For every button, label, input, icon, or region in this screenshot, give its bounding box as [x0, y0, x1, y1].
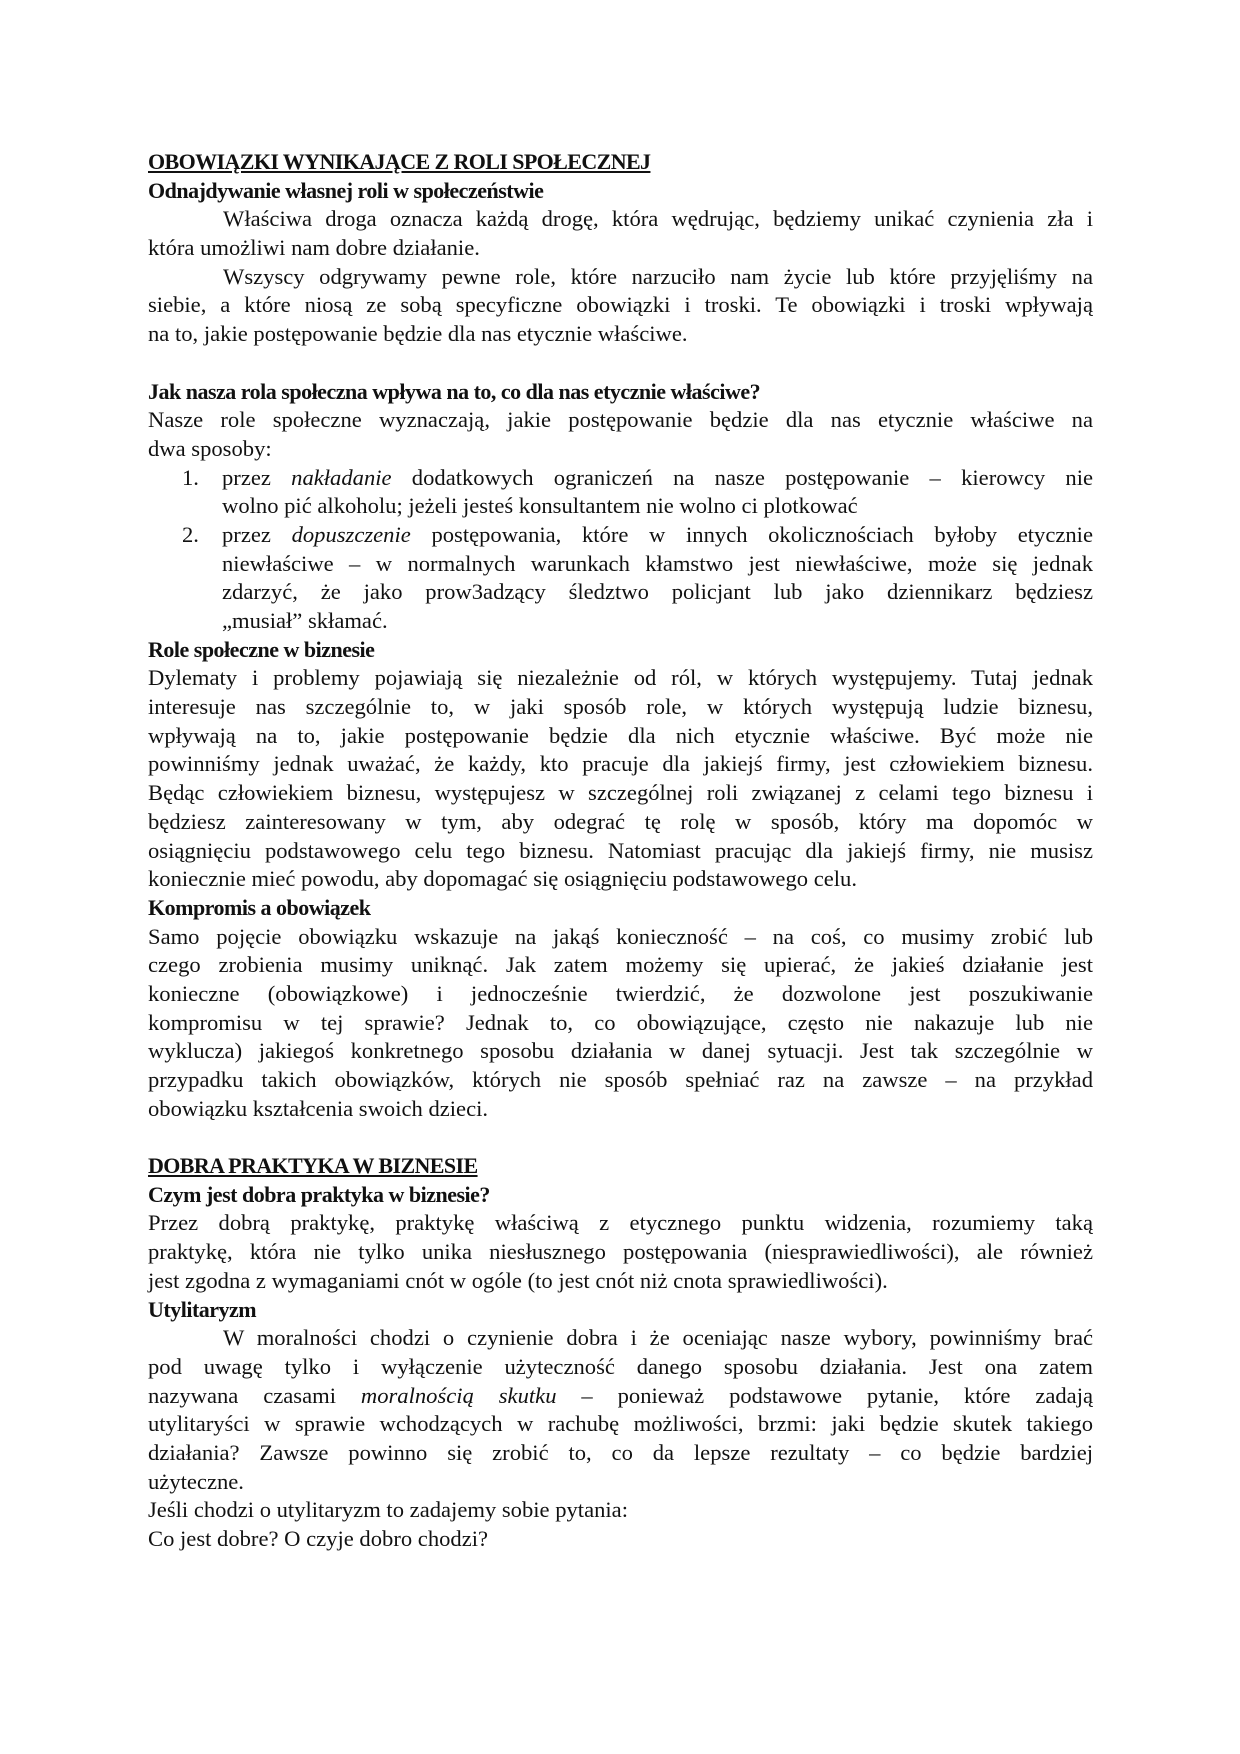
paragraph-line: Wszyscy odgrywamy pewne role, które narzuciło nam życie lub które przyjęliśmy na	[223, 263, 1093, 289]
paragraph-line: praktykę, która nie tylko unika niesłusznego postępowania (niesprawiedliwości), ale również	[148, 1239, 1093, 1265]
paragraph-line: na to, jakie postępowanie będzie dla nas etycznie właściwe.	[148, 321, 688, 347]
paragraph-line: powinniśmy jednak uważać, że każdy, kto pracuje dla jakiejś firmy, jest człowiekiem biznesu.	[148, 751, 1093, 777]
paragraph-line: wyklucza) jakiegoś konkretnego sposobu działania w danej sytuacji. Jest tak szczególnie w	[148, 1038, 1093, 1064]
questions-intro: Jeśli chodzi o utylitaryzm to zadajemy sobie pytania:	[148, 1497, 628, 1523]
paragraph-line: będziesz zainteresowany w tym, aby odegrać tę rolę w sposób, który ma dopomóc w	[148, 808, 1093, 834]
paragraph-line: W moralności chodzi o czynienie dobra i że oceniając nasze wybory, powinniśmy brać	[223, 1325, 1093, 1351]
paragraph-line: Przez dobrą praktykę, praktykę właściwą z etycznego punktu widzenia, rozumiemy taką	[148, 1210, 1093, 1236]
paragraph-line: koniecznie mieć powodu, aby dopomagać się osiągnięciu podstawowego celu.	[148, 866, 857, 892]
subsection-heading: Utylitaryzm	[148, 1296, 257, 1322]
list-text: dodatkowych ograniczeń na nasze postępowanie – kierowcy nie	[391, 464, 1093, 490]
paragraph-line: osiągnięciu podstawowego celu tego biznesu. Natomiast pracując dla jakiejś firmy, nie musisz	[148, 837, 1093, 863]
paragraph-line: która umożliwi nam dobre działanie.	[148, 235, 480, 261]
paragraph-line: utylitaryści w sprawie wchodzących w rachubę możliwości, brzmi: jaki będzie skutek takiego	[148, 1411, 1093, 1437]
paragraph-line: wpływają na to, jakie postępowanie będzie dla nich etycznie właściwe. Być może nie	[148, 722, 1093, 748]
list-item-continuation: niewłaściwe – w normalnych warunkach kłamstwo jest niewłaściwe, może się jednak	[222, 550, 1093, 576]
paragraph-line: pod uwagę tylko i wyłączenie użyteczność danego sposobu działania. Jest ona zatem	[148, 1353, 1093, 1379]
subsection-heading: Jak nasza rola społeczna wpływa na to, co dla nas etycznie właściwe?	[148, 378, 761, 404]
subsection-heading: Kompromis a obowiązek	[148, 894, 371, 920]
list-item-continuation: wolno pić alkoholu; jeżeli jesteś konsultantem nie wolno ci plotkować	[222, 493, 858, 519]
paragraph-line: konieczne (obowiązkowe) i jednocześnie twierdzić, że dozwolone jest poszukiwanie	[148, 980, 1093, 1006]
list-text: przez	[222, 521, 292, 547]
questions: Co jest dobre? O czyje dobro chodzi?	[148, 1526, 489, 1551]
paragraph-line: Będąc człowiekiem biznesu, występujesz w szczególnej roli związanej z celami tego biznesu i	[148, 780, 1093, 806]
paragraph-line: Samo pojęcie obowiązku wskazuje na jakąś konieczność – na coś, co musimy zrobić lub	[148, 923, 1093, 949]
paragraph-line: Nasze role społeczne wyznaczają, jakie postępowanie będzie dla nas etycznie właściwe na	[148, 407, 1093, 433]
paragraph-line	[148, 1382, 1093, 1411]
spacer	[148, 349, 1093, 378]
list-item	[148, 464, 1093, 493]
section-title: DOBRA PRAKTYKA W BIZNESIE	[148, 1153, 478, 1179]
paragraph-line: działania? Zawsze powinno się zrobić to, co da lepsze rezultaty – co będzie bardziej	[148, 1439, 1093, 1465]
list-text: postępowania, które w innych okolicznościach byłoby etycznie	[410, 521, 1093, 547]
list-item	[148, 521, 1093, 550]
paragraph-line: Właściwa droga oznacza każdą drogę, która wędrując, będziemy unikać czynienia zła i	[223, 206, 1093, 232]
paragraph-line: Dylematy i problemy pojawiają się niezależnie od ról, w których występujemy. Tutaj jednak	[148, 665, 1093, 691]
paragraph-line: siebie, a które niosą ze sobą specyficzne obowiązki i troski. Te obowiązki i troski wpływają	[148, 292, 1093, 318]
list-number: 1.	[182, 464, 199, 490]
paragraph-emphasis: moralnością skutku	[360, 1382, 557, 1408]
list-item-continuation: „musiał” skłamać.	[222, 608, 388, 633]
subsection-heading: Role społeczne w biznesie	[148, 636, 375, 662]
document-page	[148, 148, 1093, 1554]
section-title: OBOWIĄZKI WYNIKAJĄCE Z ROLI SPOŁECZNEJ	[148, 149, 651, 174]
subsection-heading: Odnajdywanie własnej roli w społeczeństwie	[148, 177, 544, 203]
list-emphasis: nakładanie	[291, 464, 392, 490]
list-number: 2.	[182, 521, 199, 547]
list-text: przez	[222, 464, 292, 490]
paragraph-line: kompromisu w tej sprawie? Jednak to, co obowiązujące, często nie nakazuje lub nie	[148, 1009, 1093, 1035]
spacer	[148, 1123, 1093, 1152]
paragraph-line: dwa sposoby:	[148, 435, 272, 461]
list-item-continuation: zdarzyć, że jako prow3adzący śledztwo policjant lub jako dziennikarz będziesz	[222, 579, 1093, 605]
list-emphasis: dopuszczenie	[291, 521, 411, 547]
paragraph-text: nazywana czasami	[148, 1382, 361, 1408]
paragraph-line: obowiązku kształcenia swoich dzieci.	[148, 1095, 489, 1121]
paragraph-text: – ponieważ podstawowe pytanie, które zadają	[556, 1382, 1093, 1408]
paragraph-line: czego zrobienia musimy uniknąć. Jak zatem możemy się upierać, że jakieś działanie jest	[148, 952, 1093, 978]
subsection-heading: Czym jest dobra praktyka w biznesie?	[148, 1181, 490, 1207]
paragraph-line: przypadku takich obowiązków, których nie sposób spełniać raz na zawsze – na przykład	[148, 1067, 1093, 1092]
paragraph-line: interesuje nas szczególnie to, w jaki sposób role, w których występują ludzie biznesu,	[148, 694, 1093, 720]
paragraph-line: użyteczne.	[148, 1468, 244, 1494]
paragraph-line: jest zgodna z wymaganiami cnót w ogóle (to jest cnót niż cnota sprawiedliwości).	[148, 1267, 888, 1293]
